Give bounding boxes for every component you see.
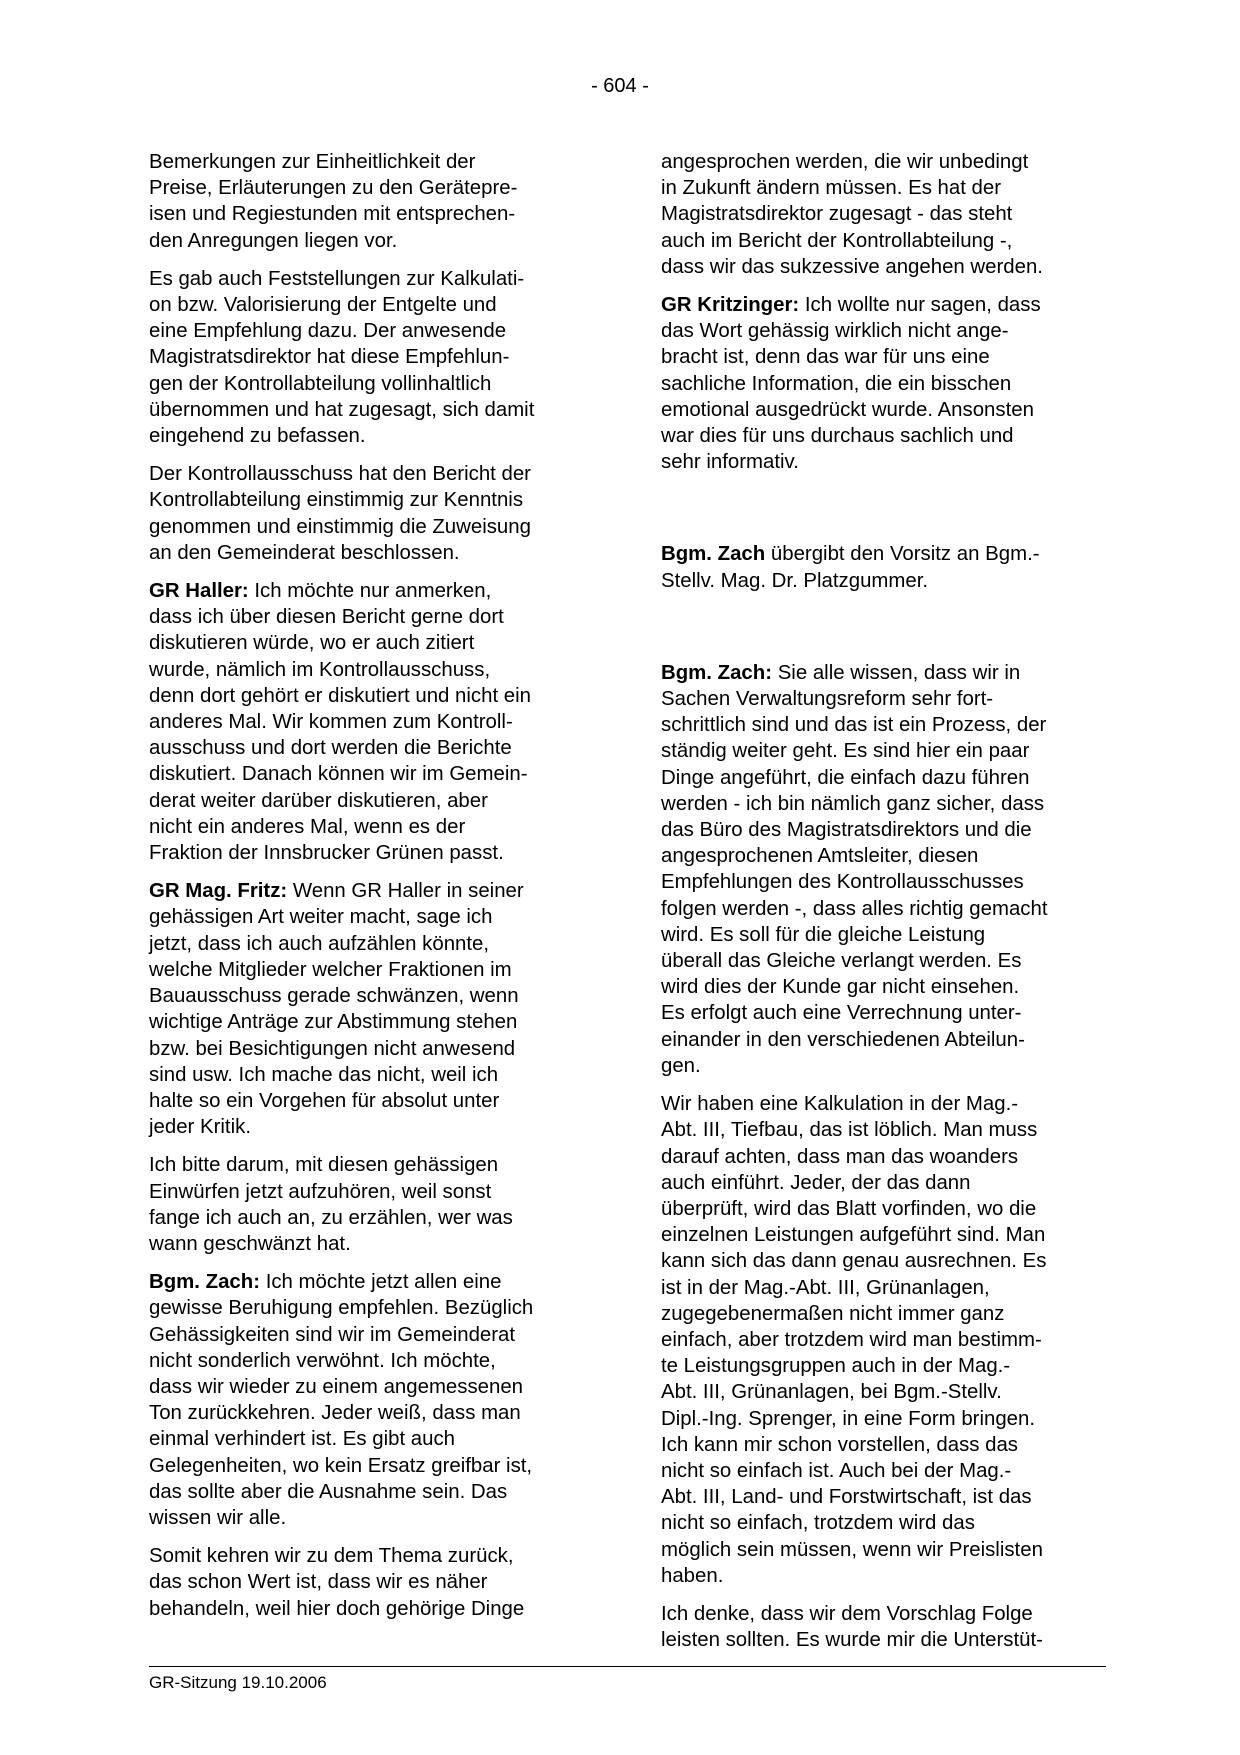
footer-session-date: GR-Sitzung 19.10.2006 [149,1673,327,1692]
paragraph-text: Ich bitte darum, mit diesen gehässigen Einwürfen jetzt aufzuhören, weil sonst fange ich auch an, zu erzählen, wer was wann geschwänzt hat. [149,1154,513,1255]
section-spacer [661,606,1099,660]
paragraph-text: Sie alle wissen, dass wir in Sachen Verwaltungsreform sehr fort- schrittlich sind und das ist ein Prozess, der ständig weiter geht. Es sind hier ein paar Dinge angeführt, die einfach dazu führen werden - ich bin nämlich ganz sicher, dass das Büro des Magistratsdirektors und die angesprochenen Amtsleiter, diesen Empfehlungen des Kontrollausschusses folgen werden -, dass alles richtig gemacht wird. Es soll für die gleiche Leistung überall das Gleiche verlangt werden. Es wird dies der Kunde gar nicht einsehen. Es erfolgt auch eine Verrechnung unter- einander in den verschiedenen Abteilun- gen. [661,661,1048,1077]
paragraph-text: Somit kehren wir zu dem Thema zurück, das schon Wert ist, dass wir es näher behandeln, weil hier doch gehörige Dinge [149,1545,525,1620]
paragraph-text: Ich möchte jetzt allen eine gewisse Beruhigung empfehlen. Bezüglich Gehässigkeiten sind wir im Gemeinderat nicht sonderlich verwöhnt. Ich möchte, dass wir wieder zu einem angemessenen Ton zurückkehren. Jeder weiß, dass man einmal verhindert ist. Es gibt auch Gelegenheiten, wo kein Ersatz greifbar ist, das sollte aber die Ausnahme sein. Das wissen wir alle. [149,1271,534,1529]
paragraph-text: Bemerkungen zur Einheitlichkeit der Preise, Erläuterungen zu den Gerätepre- isen und Regiestunden mit entsprechen- den Anregungen liegen vor. [149,151,518,252]
speech-paragraph [661,292,1099,475]
speech-paragraph [149,1269,587,1531]
paragraph-text: Ich denke, dass wir dem Vorschlag Folge leisten sollten. Es wurde mir die Unterstüt- [661,1602,1043,1652]
speech-paragraph [661,541,1099,593]
footer-divider [149,1666,1106,1667]
speaker-name: GR Haller: [149,580,249,603]
paragraph [661,149,1099,280]
paragraph [149,1152,587,1257]
speaker-name: Bgm. Zach: [661,661,773,684]
left-column [149,149,587,1634]
speaker-name: Bgm. Zach: [149,1271,261,1294]
page-number: - 604 - [591,75,649,97]
paragraph-text: übergibt den Vorsitz an Bgm.- Stellv. Mag. Dr. Platzgummer. [661,543,1040,592]
paragraph-text: Es gab auch Feststellungen zur Kalkulati- on bzw. Valorisierung der Entgelte und eine Empfehlung dazu. Der anwesende Magistratsdirektor hat diese Empfehlun- gen der Kontrollabteilung vollinhaltlich übernommen und hat zugesagt, sich damit eingehend zu befassen. [149,267,535,448]
section-spacer [661,487,1099,541]
paragraph [661,1091,1099,1589]
paragraph-text: Der Kontrollausschuss hat den Bericht der Kontrollabteilung einstimmig zur Kenntnis genommen und einstimmig die Zuweisung an den Gemeinderat beschlossen. [149,463,531,564]
speech-paragraph [149,878,587,1140]
right-column [661,149,1099,1665]
paragraph [149,149,587,254]
paragraph [149,461,587,566]
speaker-name: GR Mag. Fritz: [149,880,288,903]
paragraph [661,1601,1099,1653]
paragraph-text: angesprochen werden, die wir unbedingt in Zukunft ändern müssen. Es hat der Magistratsdirektor zugesagt - das steht auch im Bericht der Kontrollabteilung -, dass wir das sukzessive angehen werden. [661,151,1043,278]
paragraph-text: Wir haben eine Kalkulation in der Mag.- Abt. III, Tiefbau, das ist löblich. Man muss darauf achten, dass man das woanders auch einführt. Jeder, der das dann überprüft, wird das Blatt vorfinden, wo die einzelnen Leistungen aufgeführt sind. Man kann sich das dann genau ausrechnen. Es ist in der Mag.-Abt. III, Grünanlagen, zugegebenermaßen nicht immer ganz einfach, aber trotzdem wird man bestimm- te Leistungsgruppen auch in der Mag.- Abt. III, Grünanlagen, bei Bgm.-Stellv. Dipl.-Ing. Sprenger, in eine Form bringen. Ich kann mir schon vorstellen, dass das nicht so einfach ist. Auch bei der Mag.- Abt. III, Land- und Forstwirtschaft, ist das nicht so einfach, trotzdem wird das möglich sein müssen, wenn wir Preislisten haben. [661,1093,1047,1587]
speech-paragraph [661,660,1099,1079]
paragraph-text: Ich wollte nur sagen, dass das Wort gehässig wirklich nicht ange- bracht ist, denn das war für uns eine sachliche Information, die ein bisschen emotional ausgedrückt wurde. Ansonsten war dies für uns durchaus sachlich und sehr informativ. [661,294,1041,474]
speaker-name: Bgm. Zach [661,543,766,566]
paragraph-text: Wenn GR Haller in seiner gehässigen Art weiter macht, sage ich jetzt, dass ich auch aufzählen könnte, welche Mitglieder welcher Fraktionen im Bauausschuss gerade schwänzen, wenn wichtige Anträge zur Abstimmung stehen bzw. bei Besichtigungen nicht anwesend sind usw. Ich mache das nicht, weil ich halte so ein Vorgehen für absolut unter jeder Kritik. [149,880,524,1139]
paragraph [149,1543,587,1622]
speaker-name: GR Kritzinger: [661,294,800,317]
speech-paragraph [149,578,587,866]
paragraph-text: Ich möchte nur anmerken, dass ich über diesen Bericht gerne dort diskutieren würde, wo er auch zitiert wurde, nämlich im Kontrollausschuss, denn dort gehört er diskutiert und nicht ein anderes Mal. Wir kommen zum Kontroll- ausschuss und dort werden die Berichte diskutiert. Danach können wir im Gemein- derat weiter darüber diskutieren, aber nicht ein anderes Mal, wenn es der Fraktion der Innsbrucker Grünen passt. [149,580,531,865]
paragraph [149,266,587,449]
